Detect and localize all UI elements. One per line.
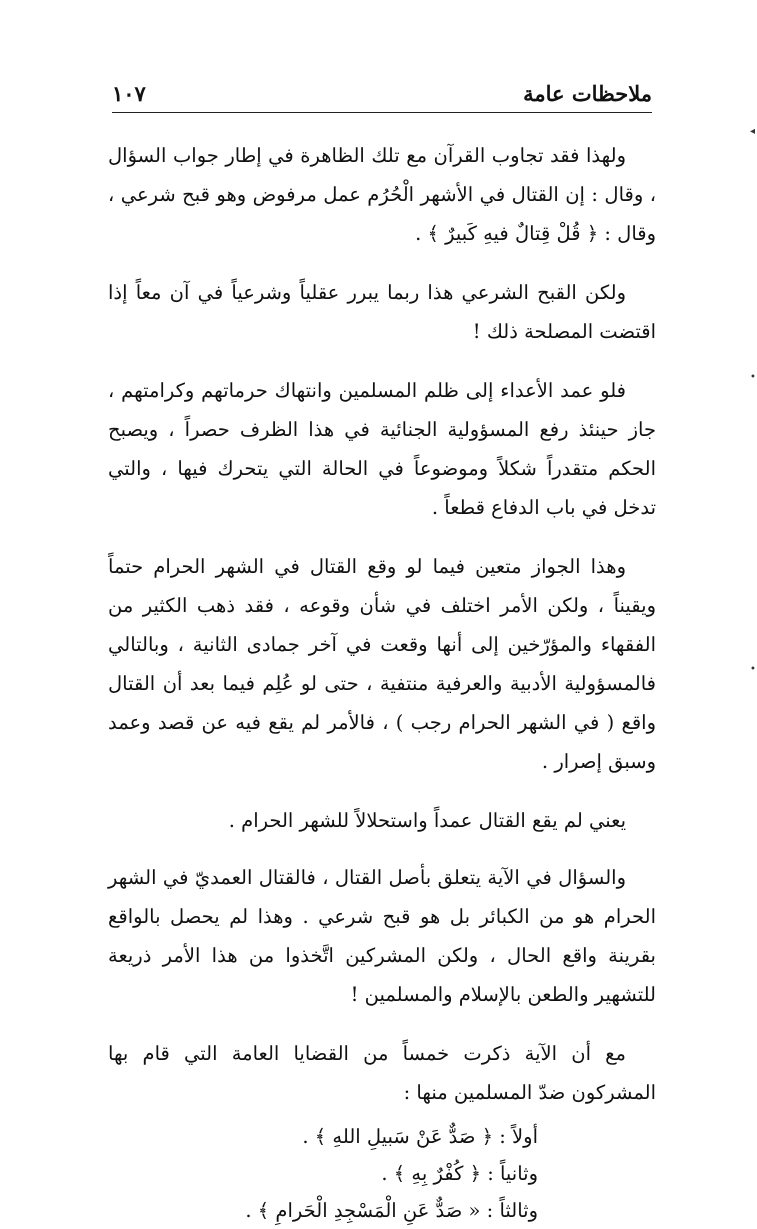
paragraph: يعني لم يقع القتال عمداً واستحلالاً للشهر الحرام .: [228, 809, 626, 832]
list-item: وثانياً : ﴿ كُفْرٌ بِهِ ﴾ .: [381, 1162, 538, 1185]
paragraph: وهذا الجواز متعين فيما لو وقع القتال في الشهر الحرام حتماً ويقيناً ، ولكن الأمر اختلف في شأن وقوعه ، فقد ذهب الكثير من الفقهاء والمؤرّخين إلى أنها وقعت في آخر جمادى الثانية ، وبالتالي فالمسؤولية الأدبية والعرفية منتفية ، حتى لو عُلِم فيما بعد أن القتال واقع ( في الشهر الحرام رجب ) ، فالأمر لم يقع فيه عن قصد وعمد وسبق إصرار .: [108, 555, 656, 773]
margin-mark: •: [750, 664, 756, 675]
running-header: [112, 76, 652, 106]
header-rule: [112, 112, 652, 113]
paragraph: والسؤال في الآية يتعلق بأصل القتال ، فالقتال العمديّ في الشهر الحرام هو من الكبائر بل هو قبح شرعي . وهذا لم يحصل بالواقع بقرينة واقع الحال ، ولكن المشركين اتَّخذوا من هذا الأمر ذريعة للتشهير والطعن بالإسلام والمسلمين !: [108, 866, 656, 1006]
header-title: ملاحظات عامة: [523, 81, 652, 106]
paragraph: فلو عمد الأعداء إلى ظلم المسلمين وانتهاك حرماتهم وكرامتهم ، جاز حينئذ رفع المسؤولية الجنائية في هذا الظرف حصراً ، ويصبح الحكم متقدراً شكلاً وموضوعاً في الحالة التي يتحرك فيها ، والتي تدخل في باب الدفاع قطعاً .: [108, 379, 656, 519]
margin-mark: •: [750, 372, 756, 383]
list-item: أولاً : ﴿ صَدٌّ عَنْ سَبيلِ اللهِ ﴾ .: [302, 1125, 538, 1148]
enumerated-list: [108, 1118, 656, 1229]
margin-mark: ◂: [750, 126, 756, 137]
page-number: ١٠٧: [112, 81, 146, 106]
body-text: [108, 136, 656, 1229]
paragraph: ولكن القبح الشرعي هذا ربما يبرر عقلياً وشرعياً في آن معاً إذا اقتضت المصلحة ذلك !: [108, 281, 656, 343]
paragraph: مع أن الآية ذكرت خمساً من القضايا العامة التي قام بها المشركون ضدّ المسلمين منها :: [108, 1042, 656, 1104]
list-item: وثالثاً : « صَدٌّ عَنِ الْمَسْجِدِ الْحَرامِ ﴾ .: [245, 1199, 538, 1222]
paragraph: ولهذا فقد تجاوب القرآن مع تلك الظاهرة في إطار جواب السؤال ، وقال : إن القتال في الأشهر الْحُرُم عمل مرفوض وهو قبح شرعي ، وقال : ﴿ قُلْ قِتالٌ فيهِ كَبيرٌ ﴾ .: [108, 144, 656, 245]
